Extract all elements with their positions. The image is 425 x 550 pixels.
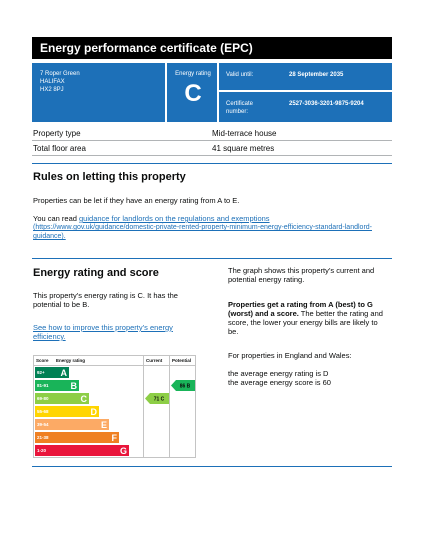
- guidance-link[interactable]: guidance for landlords on the regulations and exemptions: [79, 214, 270, 223]
- address-line-1: 7 Roper Green: [40, 71, 80, 77]
- potential-rating-arrow: [171, 380, 195, 391]
- letting-heading: Rules on letting this property: [33, 171, 186, 183]
- band-letter: C: [80, 394, 87, 404]
- band-letter: G: [119, 446, 127, 456]
- certificate-summary: [32, 63, 392, 122]
- valid-until-value: 28 September 2035: [289, 72, 344, 78]
- address-line-2: HALIFAX: [40, 79, 65, 85]
- band-letter: B: [70, 381, 77, 391]
- potential-rating-arrow-label: 86 B: [179, 383, 191, 390]
- band-letter: D: [90, 407, 97, 417]
- band-letter: A: [60, 368, 67, 378]
- divider: [219, 90, 392, 92]
- band-range: 92+: [37, 370, 45, 375]
- chart-header-score: Score: [36, 358, 49, 363]
- section-divider: [32, 466, 392, 467]
- property-type-value: Mid-terrace house: [212, 129, 277, 138]
- floor-area-label: Total floor area: [33, 144, 86, 153]
- band-range: 1-20: [37, 448, 47, 453]
- divider: [32, 140, 392, 141]
- band-range: 55-68: [37, 409, 49, 414]
- rating-explanation: Properties get a rating from A (best) to G (worst) and a score. The better the rating and score, the lower your energy bills are likely to be.: [228, 300, 383, 336]
- chart-header-rating: Energy rating: [56, 358, 86, 363]
- score-paragraph: This property’s energy rating is C. It has the potential to be B.: [33, 291, 178, 309]
- certificate-number-label: Certificate number:: [226, 101, 254, 115]
- divider: [165, 63, 167, 122]
- divider: [32, 155, 392, 156]
- guidance-url-line-2[interactable]: guidance).: [33, 233, 66, 240]
- rating-band-e: [35, 419, 109, 430]
- address-line-3: HX2 8PJ: [40, 87, 64, 93]
- energy-rating-chart: [33, 355, 196, 458]
- chart-header-rule: [34, 365, 195, 366]
- band-range: 39-54: [37, 422, 49, 427]
- band-letter: E: [100, 420, 107, 430]
- floor-area-value: 41 square metres: [212, 144, 275, 153]
- rating-band-a: [35, 367, 69, 378]
- rating-band-c: [35, 393, 89, 404]
- current-rating-arrow: [145, 393, 169, 404]
- band-range: 69-80: [37, 396, 49, 401]
- property-type-label: Property type: [33, 129, 81, 138]
- chart-column-rule: [169, 356, 170, 457]
- section-divider: [32, 258, 392, 259]
- letting-paragraph: Properties can be let if they have an energy rating from A to E.: [33, 196, 240, 205]
- graph-description: The graph shows this property’s current and potential energy rating.: [228, 266, 375, 284]
- rating-band-d: [35, 406, 99, 417]
- band-letter: F: [111, 433, 117, 443]
- band-range: 21-38: [37, 435, 49, 440]
- rating-band-f: [35, 432, 119, 443]
- england-wales-note: For properties in England and Wales:: [228, 351, 352, 360]
- guidance-url-line-1[interactable]: (https://www.gov.uk/guidance/domestic-private-rented-property-minimum-energy-efficiency-standard-landlord-: [33, 224, 372, 231]
- chart-column-rule: [143, 356, 144, 457]
- energy-rating-label: Energy rating: [175, 71, 211, 77]
- section-divider: [32, 163, 392, 164]
- energy-rating-letter: C: [184, 80, 202, 107]
- current-rating-arrow-label: 71 C: [153, 396, 165, 403]
- band-range: 81-91: [37, 383, 49, 388]
- divider: [217, 63, 219, 122]
- property-address: [40, 70, 80, 94]
- chart-header-potential: Potential: [172, 358, 192, 363]
- valid-until-label: Valid until:: [226, 72, 254, 78]
- certificate-number-value: 2527-3036-3201-9875-9204: [289, 101, 364, 107]
- chart-header-current: Current: [146, 358, 163, 363]
- page-title: Energy performance certificate (EPC): [32, 37, 392, 59]
- average-rating-info: the average energy rating is D the average energy score is 60: [228, 369, 331, 387]
- rating-band-g: [35, 445, 129, 456]
- guidance-paragraph: You can read guidance for landlords on the regulations and exemptions: [33, 214, 270, 223]
- improve-efficiency-link[interactable]: See how to improve this property’s energy efficiency.: [33, 323, 173, 341]
- score-heading: Energy rating and score: [33, 267, 159, 279]
- rating-band-b: [35, 380, 79, 391]
